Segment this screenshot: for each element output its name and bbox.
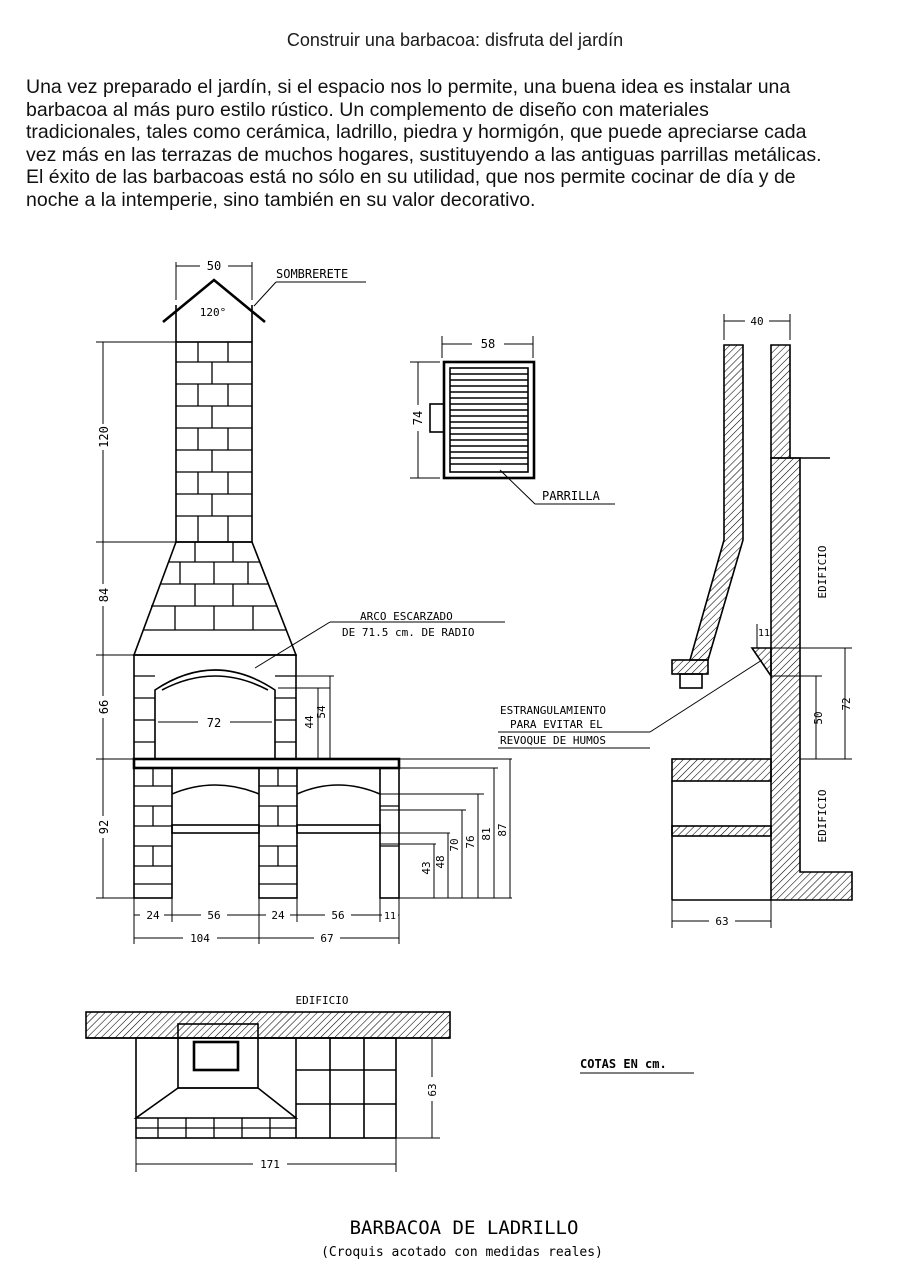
arch-label: ARCO ESCARZADO [360,610,453,623]
chimney-shaft [176,342,252,542]
opening-height-dim: 44 [303,715,316,729]
section-height-dim: 72 [840,697,853,711]
bottom-width-dimensions [134,898,399,945]
base-height-dim: 76 [464,835,477,849]
base-height-dim: 48 [434,855,447,869]
base-structure [134,768,399,898]
cooking-chamber [134,610,505,759]
section-depth-dim: 63 [715,915,729,928]
chimney-width-dim: 50 [206,259,222,273]
opening-width-dim: 72 [206,716,222,730]
intro-line: tradicionales, tales como cerámica, ladrillo, piedra y hormigón, que puede apreciarse cada [26,121,807,143]
width-dim: 11 [383,911,397,922]
hood-angle: 120° [199,306,227,319]
grill-label: PARRILLA [542,489,600,503]
section-top-width-dim: 40 [750,315,764,328]
section-height-dim: 50 [812,711,825,725]
plan-width-dim: 171 [260,1158,280,1171]
height-dim: 120 [97,426,111,448]
height-dim: 66 [97,699,111,715]
width-dim: 56 [207,909,221,922]
grill-bars [450,374,528,464]
units-note: COTAS EN cm. [580,1057,667,1071]
base-height-dim: 81 [480,827,493,841]
height-dim: 92 [97,819,111,835]
counter-slab [134,759,399,768]
width-dim: 24 [271,909,285,922]
intro-line: El éxito de las barbacoas está no sólo en su utilidad, que nos permite cocinar de día y de [26,166,796,188]
caption-title: BARBACOA DE LADRILLO [349,1217,579,1239]
arch-label: DE 71.5 cm. DE RADIO [342,626,475,639]
hood-label: SOMBRERETE [276,267,349,281]
building-label: EDIFICIO [816,545,829,599]
side-section [498,314,853,928]
plan-depth-dim: 63 [426,1083,439,1097]
chimney-hood [163,258,366,342]
width-dim: 24 [146,909,160,922]
intro-line: barbacoa al más puro estilo rústico. Un complemento de diseño con materiales [26,98,709,121]
grill-width-dim: 58 [480,337,496,351]
intro-line: vez más en las terrazas de muchos hogares, sustituyendo a las antiguas parrillas metálicas. [26,143,822,166]
choke-label: REVOQUE DE HUMOS [500,734,606,747]
plan-building-label: EDIFICIO [295,994,349,1007]
intro-line: Una vez preparado el jardín, si el espacio nos lo permite, una buena idea es instalar una [26,76,791,98]
grill-height-dim: 74 [411,410,425,426]
choke-dim: 11 [757,628,771,639]
base-height-dim: 87 [496,823,509,837]
opening-height-dim: 54 [315,705,328,719]
width-total-dim: 67 [320,932,334,945]
height-dim: 84 [97,587,111,603]
building-label: EDIFICIO [816,789,829,843]
grill-detail [410,336,615,504]
left-height-dimensions [96,342,176,898]
width-total-dim: 104 [190,932,210,945]
choke-label: ESTRANGULAMIENTO [500,704,606,717]
caption-subtitle: (Croquis acotado con medidas reales) [321,1245,603,1260]
base-height-dim: 43 [420,861,433,875]
page-title: Construir una barbacoa: disfruta del jardín [286,30,624,50]
width-dim: 56 [331,909,345,922]
plan-view [86,994,450,1172]
base-height-dim: 70 [448,838,461,852]
choke-label: PARA EVITAR EL [510,718,603,731]
intro-line: noche a la intemperie, sino también en su valor decorativo. [26,188,536,211]
smoke-hood-body [134,542,296,655]
